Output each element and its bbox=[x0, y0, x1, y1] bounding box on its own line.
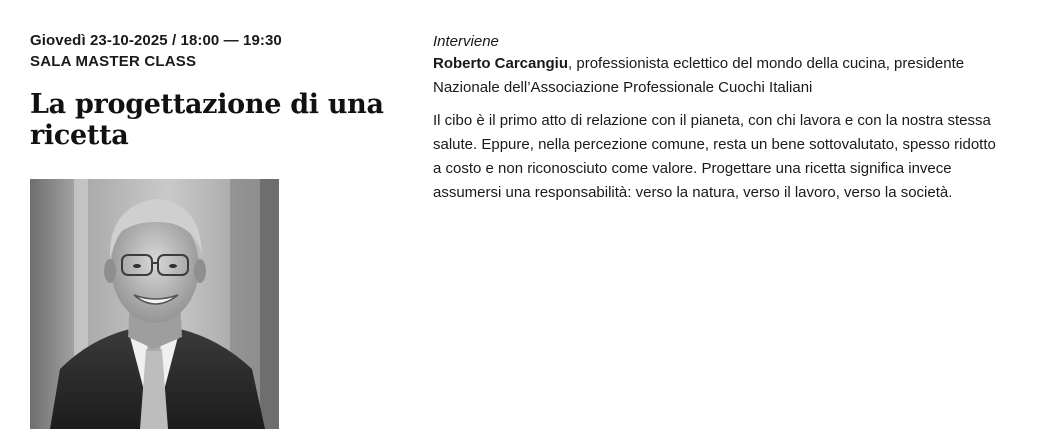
speaker-name: Roberto Carcangiu bbox=[433, 55, 569, 72]
event-content bbox=[433, 32, 1003, 205]
event-room: SALA MASTER CLASS bbox=[30, 53, 197, 70]
speaker-portrait-photo bbox=[30, 179, 279, 429]
speaker-intro-label: Interviene bbox=[433, 33, 499, 50]
speaker-portrait bbox=[30, 179, 279, 429]
speaker-bio bbox=[433, 52, 1003, 100]
event-info bbox=[30, 30, 390, 151]
event-datetime: Giovedì 23-10-2025 / 18:00 — 19:30 bbox=[30, 32, 282, 49]
speaker-role: , professionista eclettico del mondo della cucina, presidente Nazionale dell’Associazione Professionale Cuochi Italiani bbox=[433, 55, 965, 96]
event-title: La progettazione di una ricetta bbox=[30, 89, 384, 151]
event-description: Il cibo è il primo atto di relazione con il pianeta, con chi lavora e con la nostra stessa salute. Eppure, nella percezione comune, resta un bene sottovalutato, spesso ridotto a costo e non riconosciuto come valore. Progettare una ricetta significa invece assumersi una responsabilità: verso la natura, verso il lavoro, verso la società. bbox=[433, 112, 996, 201]
